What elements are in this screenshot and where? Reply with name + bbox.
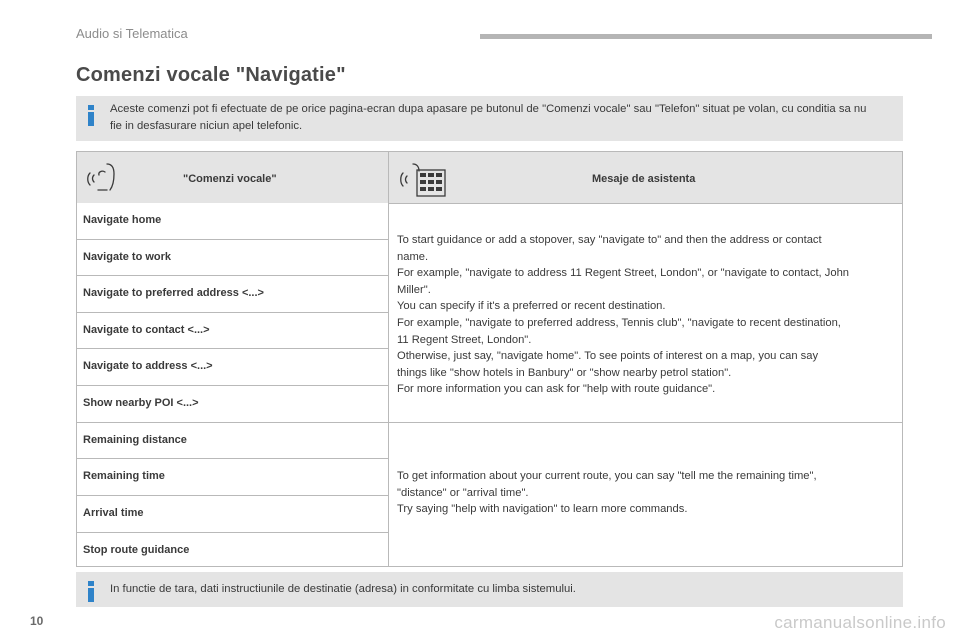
info-icon: [86, 105, 96, 126]
command-label: Arrival time: [83, 507, 144, 519]
help-line: 11 Regent Street, London".: [397, 333, 532, 346]
table-header: [77, 152, 902, 204]
section-header: Audio si Telematica: [76, 26, 188, 41]
help-group-divider: [389, 422, 902, 423]
table-row: [77, 240, 388, 276]
help-line: Otherwise, just say, "navigate home". To see points of interest on a map, you can say: [397, 350, 819, 363]
table-row: [77, 313, 388, 349]
help-line: name.: [397, 250, 429, 263]
help-text-navigation: [397, 232, 897, 398]
info-icon: [86, 581, 96, 602]
help-text-route-info: [397, 468, 897, 518]
help-line: To get information about your current route, you can say "tell me the remaining time",: [397, 470, 817, 482]
table-row: [77, 533, 388, 566]
help-line: For example, "navigate to preferred address, Tennis club", "navigate to recent destination,: [397, 316, 841, 329]
info-text-bottom: In functie de tara, dati instructiunile de destinatie (adresa) in conformitate cu limba sistemului.: [110, 583, 576, 595]
table-row: [77, 203, 388, 240]
command-label: Navigate to address <...>: [83, 360, 213, 372]
header-rule: [480, 34, 932, 39]
help-line: Miller".: [397, 283, 431, 296]
command-label: Remaining distance: [83, 434, 187, 446]
page-number: 10: [30, 614, 44, 628]
command-label: Stop route guidance: [83, 544, 190, 556]
command-label: Navigate to work: [83, 251, 172, 263]
voice-help-grid-icon: [399, 160, 449, 198]
command-label: Navigate to contact <...>: [83, 324, 210, 336]
watermark: carmanualsonline.info: [774, 613, 946, 632]
table-row: [77, 386, 388, 423]
table-row: [77, 496, 388, 533]
help-line: "distance" or "arrival time".: [397, 486, 529, 499]
table-row: [77, 459, 388, 496]
info-box-bottom: [76, 572, 903, 607]
help-line: For more information you can ask for "help with route guidance".: [397, 383, 716, 396]
col-header-commands: "Comenzi vocale": [183, 173, 277, 185]
column-divider: [388, 152, 389, 566]
help-line: Try saying "help with navigation" to learn more commands.: [397, 503, 688, 516]
help-line: You can specify if it's a preferred or recent destination.: [397, 300, 666, 313]
table-row: [77, 423, 388, 459]
page-title: Comenzi vocale "Navigatie": [76, 64, 346, 86]
command-label: Remaining time: [83, 470, 165, 482]
voice-command-icon: [83, 160, 119, 192]
voice-commands-table: [76, 151, 903, 567]
help-line: For example, "navigate to address 11 Regent Street, London", or "navigate to contact, John: [397, 267, 850, 280]
table-row: [77, 349, 388, 386]
info-text-top: Aceste comenzi pot fi efectuate de pe orice pagina-ecran dupa apasare pe butonul de "Comenzi vocale" sau "Telefon" situat pe volan, cu conditia sa nu fie in desfasurare niciun apel telefonic.: [110, 103, 867, 132]
table-row: [77, 276, 388, 313]
help-line: things like "show hotels in Banbury" or "show nearby petrol station".: [397, 366, 732, 379]
col-header-help: Mesaje de asistenta: [592, 173, 696, 185]
command-label: Show nearby POI <...>: [83, 397, 199, 409]
command-label: Navigate to preferred address <...>: [83, 287, 264, 299]
help-line: To start guidance or add a stopover, say "navigate to" and then the address or contact: [397, 234, 822, 246]
info-box-top: [76, 96, 903, 141]
command-label: Navigate home: [83, 214, 162, 226]
